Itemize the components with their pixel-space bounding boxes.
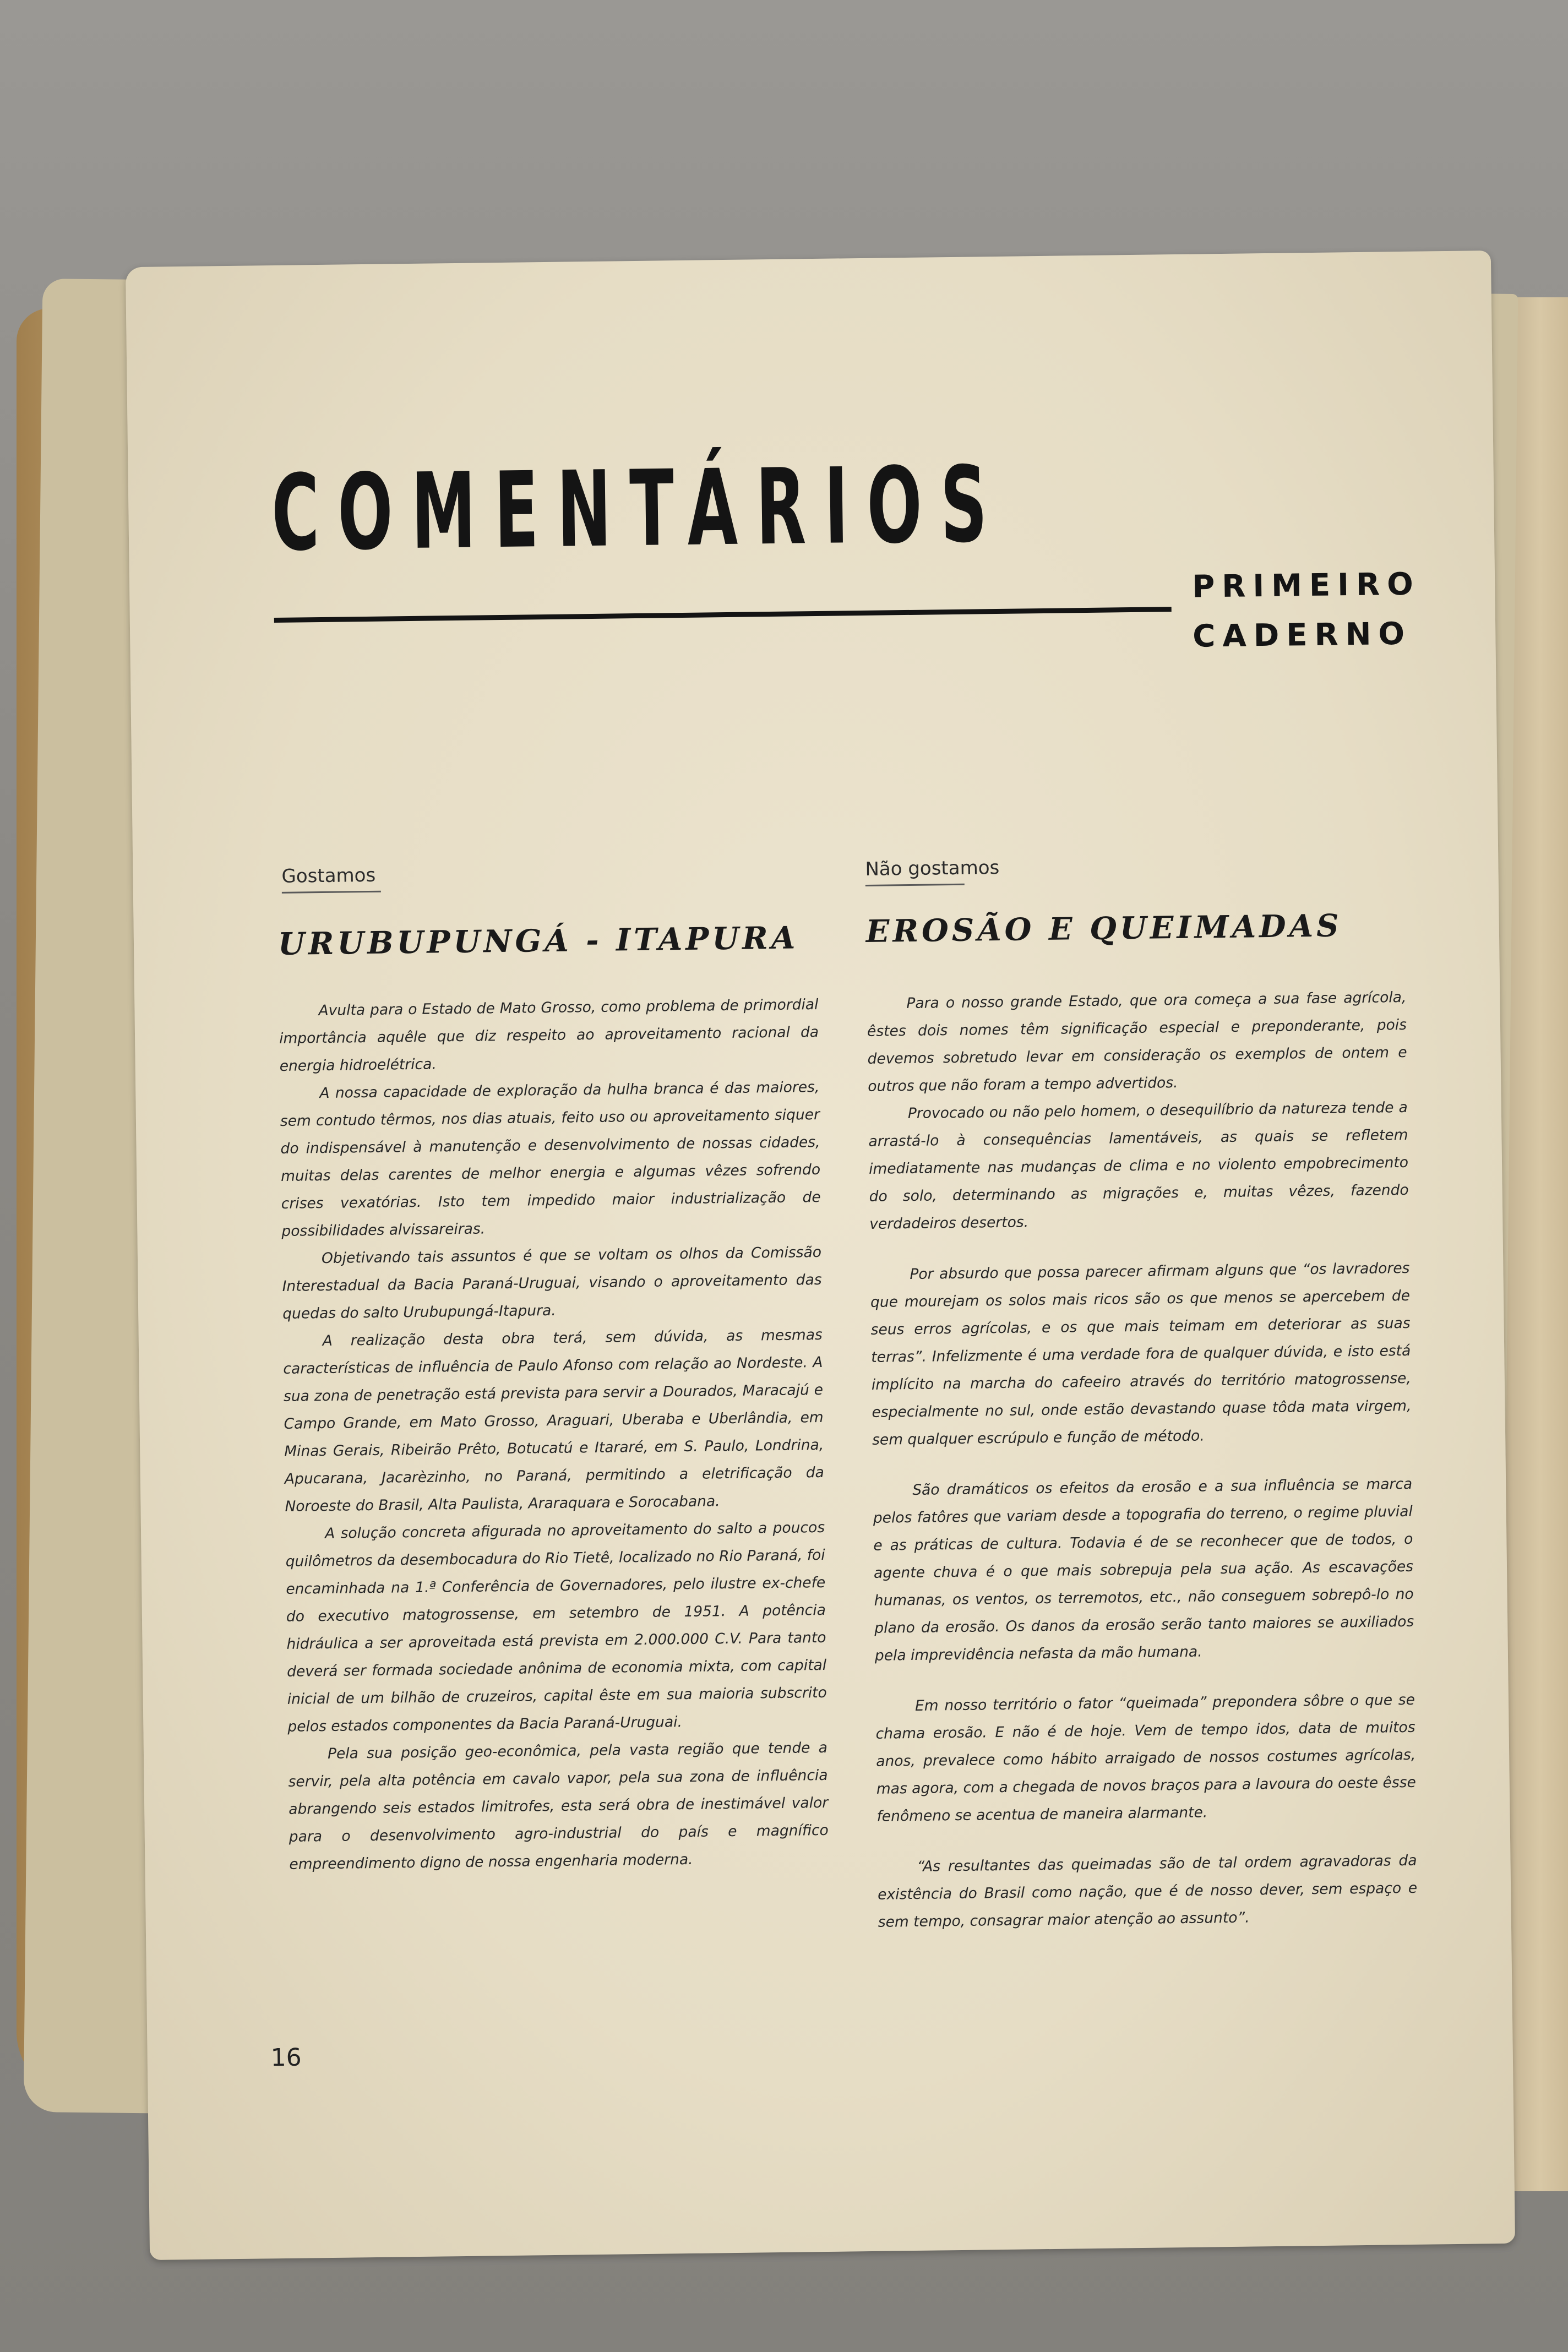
right-column-headline: EROSÃO E QUEIMADAS: [865, 907, 1342, 950]
section-label-line-1: PRIMEIRO: [1191, 566, 1421, 605]
paragraph: Para o nosso grande Estado, que ora começa a sua fase agrícola, êstes dois nomes têm significação especial e preponderante, pois devemos sobretudo levar em consideração os exemplos de ontem e outros que não foram a tempo advertidos.: [867, 988, 1407, 1095]
paragraph: Por absurdo que possa parecer afirmam alguns que “os lavradores que mourejam os solos mais ricos são os que menos se apercebem de seus erros agrícolas, e os que mais teimam em deteriorar as suas terras”. Infelizmente é uma verdade fora de qualquer dúvida, e isto está implícito na marcha do cafeeiro através do território matogrossense, especialmente no sul, onde estão devastando quase tôda mata virgem, sem qualquer escrúpulo e função de método.: [870, 1259, 1412, 1449]
section-label: [1192, 560, 1422, 662]
paragraph: “As resultantes das queimadas são de tal ordem agravadoras da existência do Brasil como nação, que é de nosso dever, sem espaço e sem tempo, consagrar maior atenção ao assunto”.: [878, 1852, 1418, 1931]
paragraph: Pela sua posição geo-econômica, pela vasta região que tende a servir, pela alta potência em cavalo vapor, pela sua zona de influência abrangendo seis estados limitrofes, esta será obra de inestimável valor para o desenvolvimento agro-industrial do país e magnífico empreendimento digno de nossa engenharia moderna.: [288, 1739, 829, 1873]
left-column-text: [279, 991, 829, 1879]
paragraph: A nossa capacidade de exploração da hulha branca é das maiores, sem contudo têrmos, nos dias atuais, feito uso ou aproveitamento siquer do indispensável à manutenção e desenvolvimento de nossas cidades, muitas delas carentes de melhor energia e algumas vêzes sofrendo crises vexatórias. Isto tem impedido maior industrialização de possibilidades alvissareiras.: [280, 1078, 821, 1240]
left-column-tag: Gostamos: [281, 864, 381, 894]
magazine-page: [126, 251, 1515, 2260]
right-column-tag: Não gostamos: [865, 857, 999, 886]
right-column-text: [867, 984, 1418, 1936]
paragraph: A solução concreta afigurada no aproveitamento do salto a poucos quilômetros da desembocadura do Rio Tietê, localizado no Rio Paraná, foi encaminhada na 1.ª Conferência de Governadores, pelo ilustre ex-chefe do executivo matogrossense, em setembro de 1951. A potência hidráulica a ser aproveitada está prevista em 2.000.000 C.V. Para tanto deverá ser formada sociedade anônima de economia mixta, com capital inicial de um bilhão de cruzeiros, capital êste em sua maioria subscrito pelos estados componentes da Bacia Paraná-Uruguai.: [285, 1518, 827, 1735]
paragraph: Objetivando tais assuntos é que se voltam os olhos da Comissão Interestadual da Bacia Paraná-Uruguai, visando o aproveitamento das quedas do salto Urubupungá-Itapura.: [282, 1243, 822, 1322]
paragraph: A realização desta obra terá, sem dúvida, as mesmas características de influência de Paulo Afonso com relação ao Nordeste. A sua zona de penetração está prevista para servir a Dourados, Maracajú e Campo Grande, em Mato Grosso, Araguari, Uberaba e Uberlândia, em Minas Gerais, Ribeirão Prêto, Botucatú e Itararé, em S. Paulo, Londrina, Apucarana, Jacarèzinho, no Paraná, permitindo a eletrificação da Noroeste do Brasil, Alta Paulista, Araraquara e Sorocabana.: [283, 1326, 825, 1515]
title-rule: [274, 607, 1172, 623]
page-title: COMENTÁRIOS: [271, 443, 1006, 575]
paragraph: Avulta para o Estado de Mato Grosso, como problema de primordial importância aquêle que diz respeito ao aproveitamento racional da energia hidroelétrica.: [279, 996, 819, 1075]
paragraph: Provocado ou não pelo homem, o desequilíbrio da natureza tende a arrastá-lo à consequências lamentáveis, as quais se refletem imediatamente nas mudanças de clima e no violento empobrecimento do solo, determinando as migrações e, muitas vêzes, fazendo verdadeiros desertos.: [868, 1098, 1409, 1233]
paragraph: São dramáticos os efeitos da erosão e a sua influência se marca pelos fatôres que variam desde a topografia do terreno, o regime pluvial e as práticas de cultura. Todavia é de se reconhecer que de todos, o agente chuva é o que mais sobrepuja pela sua ação. As escavações humanas, os ventos, os terremotos, etc., não conseguem sobrepô-lo no plano da erosão. Os danos da erosão serão tanto maiores se auxiliados pela imprevidência nefasta da mão humana.: [873, 1475, 1414, 1664]
left-column-headline: URUBUPUNGÁ - ITAPURA: [277, 919, 799, 962]
page-number: 16: [270, 2043, 302, 2072]
section-label-line-2: CADERNO: [1192, 616, 1412, 655]
paragraph: Em nosso território o fator “queimada” prepondera sôbre o que se chama erosão. E não é de hoje. Vem de tempo idos, data de muitos anos, prevalece como hábito arraigado de nossos costumes agrícolas, mas agora, com a chegada de novos braços para a lavoura do oeste êsse fenômeno se acentua de maneira alarmante.: [875, 1691, 1416, 1825]
